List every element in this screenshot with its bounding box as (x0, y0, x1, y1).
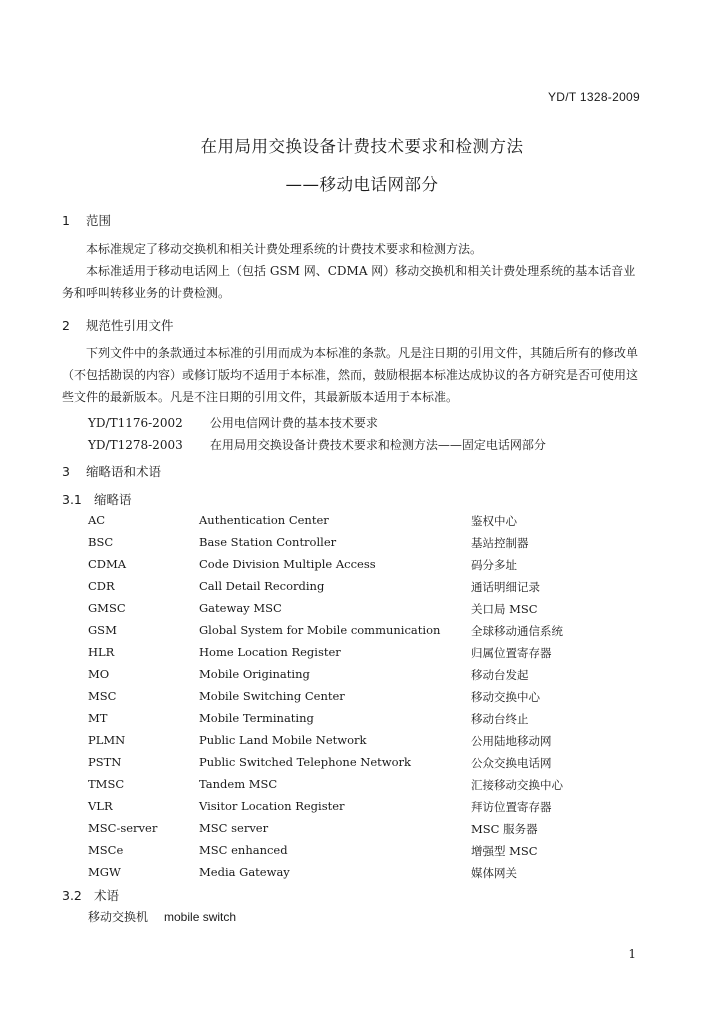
abbr: MT (88, 711, 108, 725)
abbr: MGW (88, 865, 121, 879)
abbr-chinese: 媒体网关 (471, 866, 517, 880)
abbr: MSCe (88, 843, 124, 857)
abbr-english: Mobile Terminating (199, 711, 314, 725)
term-english: mobile switch (164, 910, 237, 924)
abbr-chinese: 移动交换中心 (471, 690, 540, 704)
abbr: BSC (88, 535, 114, 549)
abbr: VLR (88, 799, 113, 813)
abbr-chinese: 公众交换电话网 (471, 756, 552, 770)
section-number: 1 (62, 213, 70, 228)
document-subtitle: ——移动电话网部分 (285, 175, 439, 194)
reference-item (88, 414, 378, 431)
section-title: 规范性引用文件 (85, 318, 174, 333)
abbr-chinese: 拜访位置寄存器 (471, 800, 552, 814)
section-2-para: 下列文件中的条款通过本标准的引用而成为本标准的条款。凡是注日期的引用文件，其随后所有的修改单（不包括勘误的内容）或修订版均不适用于本标准，然而，鼓励根据本标准达成协议的各方研究是否可使用这些文件的最新版本。凡是不注日期的引用文件，其最新版本适用于本标准。 (62, 346, 639, 404)
abbr: MSC (88, 689, 117, 703)
subsection-number: 3.1 (62, 492, 82, 507)
abbr-english: Call Detail Recording (199, 579, 325, 593)
abbr-chinese: 移动台发起 (471, 668, 529, 682)
abbr: CDMA (88, 557, 127, 571)
abbr-english: Tandem MSC (199, 777, 278, 791)
section-1-para-2: 本标准适用于移动电话网上（包括 GSM 网、CDMA 网）移动交换机和相关计费处理系统的基本话音业务和呼叫转移业务的计费检测。 (62, 264, 636, 300)
abbr-english: MSC server (199, 821, 269, 835)
subsection-3-1-heading (62, 490, 132, 508)
section-1-para-1: 本标准规定了移动交换机和相关计费处理系统的计费技术要求和检测方法。 (86, 242, 483, 256)
abbr: GSM (88, 623, 117, 637)
document-title: 在用局用交换设备计费技术要求和检测方法 (200, 137, 524, 156)
reference-title: 在用局用交换设备计费技术要求和检测方法——固定电话网部分 (209, 438, 546, 452)
abbr-chinese: 关口局 MSC (471, 602, 538, 616)
abbr-english: Mobile Originating (199, 667, 310, 681)
abbr-english: Global System for Mobile communication (199, 623, 441, 637)
abbr-chinese: 移动台终止 (471, 712, 529, 726)
section-1-heading (62, 211, 111, 229)
subsection-3-2-heading (62, 886, 119, 904)
section-number: 2 (62, 318, 70, 333)
section-3-heading (62, 462, 161, 480)
term-chinese: 移动交换机 (88, 910, 149, 924)
abbr: MSC-server (88, 821, 158, 835)
abbr: MO (88, 667, 110, 681)
reference-code: YD/T1278-2003 (88, 438, 183, 452)
abbr-chinese: MSC 服务器 (471, 822, 538, 836)
abbr-english: Base Station Controller (199, 535, 337, 549)
abbr: TMSC (88, 777, 125, 791)
abbr-english: MSC enhanced (199, 843, 288, 857)
abbr-english: Code Division Multiple Access (199, 557, 376, 571)
abbr-english: Visitor Location Register (199, 799, 345, 813)
abbr-english: Authentication Center (199, 513, 329, 527)
section-title: 范围 (85, 213, 111, 228)
reference-item (88, 436, 546, 453)
abbr: GMSC (88, 601, 126, 615)
section-title: 缩略语和术语 (85, 464, 161, 479)
abbr-chinese: 归属位置寄存器 (471, 646, 552, 660)
subsection-title: 缩略语 (93, 492, 132, 507)
abbr-chinese: 全球移动通信系统 (471, 624, 563, 638)
term-entry (88, 908, 236, 925)
standard-number: YD/T 1328-2009 (547, 90, 640, 104)
abbr-chinese: 码分多址 (471, 558, 517, 572)
abbr: CDR (88, 579, 115, 593)
abbr: AC (88, 513, 106, 527)
page-number: 1 (628, 947, 636, 961)
abbr-english: Media Gateway (199, 865, 290, 879)
abbr-english: Home Location Register (199, 645, 341, 659)
subsection-title: 术语 (93, 888, 119, 903)
abbr-chinese: 汇接移动交换中心 (471, 778, 563, 792)
abbr-chinese: 基站控制器 (471, 536, 529, 550)
abbr-chinese: 增强型 MSC (471, 844, 538, 858)
reference-code: YD/T1176-2002 (88, 416, 183, 430)
abbr-english: Public Land Mobile Network (199, 733, 367, 747)
abbr-english: Public Switched Telephone Network (199, 755, 411, 769)
abbr: PLMN (88, 733, 126, 747)
abbr-chinese: 公用陆地移动网 (471, 734, 552, 748)
abbr-chinese: 鉴权中心 (471, 514, 517, 528)
section-number: 3 (62, 464, 70, 479)
abbr-english: Mobile Switching Center (199, 689, 345, 703)
abbr-chinese: 通话明细记录 (471, 580, 540, 594)
abbr: HLR (88, 645, 115, 659)
reference-title: 公用电信网计费的基本技术要求 (209, 416, 378, 430)
subsection-number: 3.2 (62, 888, 82, 903)
section-2-heading (62, 316, 174, 334)
abbr-english: Gateway MSC (199, 601, 282, 615)
abbr: PSTN (88, 755, 122, 769)
